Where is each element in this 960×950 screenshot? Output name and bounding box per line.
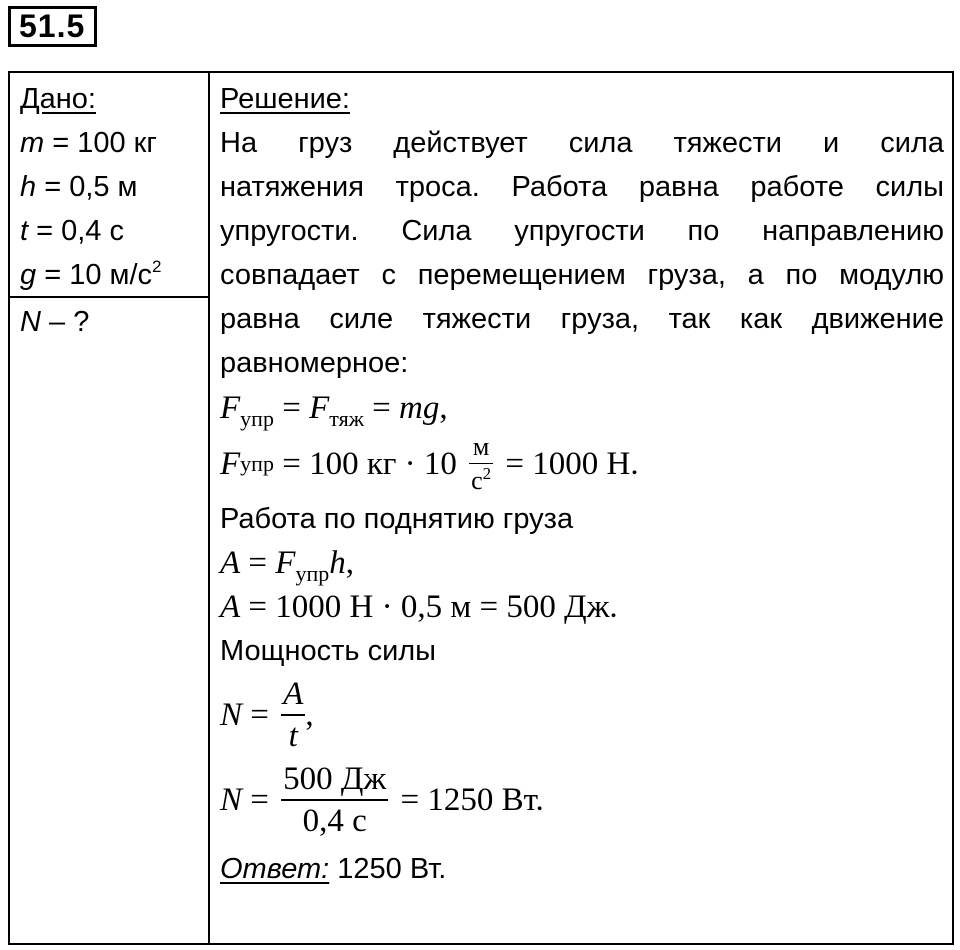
solution-text-line: равномерное: [220, 347, 409, 379]
power-fraction: $\frac{A}{t}$ [283, 675, 304, 754]
equation-work-formula: $A = F_{упр}h$, [220, 545, 354, 586]
work-text: Работа по поднятию груза [220, 503, 574, 535]
solution-text-line: равна силе тяжести груза, так как движение [220, 303, 944, 335]
solution-text-line: упругости. Сила упругости по направлению [220, 215, 944, 247]
solution-text-line: натяжения троса. Работа равна работе силы [220, 171, 944, 203]
power-text: Мощность силы [220, 635, 437, 667]
solution-text-line: На груз действует сила тяжести и сила [220, 127, 944, 159]
solution-text-line: совпадает с перемещением груза, а по модулю [220, 259, 944, 291]
equation-power-value: N = $\frac{500 Дж}{0,4 с}$ = 1250 Вт. [220, 760, 544, 839]
solution-title: Решение: [220, 83, 350, 115]
answer-value: 1250 Вт. [329, 853, 447, 885]
answer-line [220, 847, 944, 891]
given-section [20, 77, 206, 297]
given-item: g = 10 $м/с^2$ [20, 257, 162, 291]
power-value-fraction: $\frac{500 Дж}{0,4 с}$ [283, 760, 387, 839]
unknown-quantity: N – ? [20, 306, 90, 338]
equation-power-formula: N = $\frac{A}{t}$ , [220, 675, 314, 754]
equation-force-value: F упр = 100 кг · 10 $\frac{м}{с^2}$ = 1000 Н. [220, 432, 639, 495]
solution-table [8, 71, 954, 945]
equation-work-value: A = 1000 Н · 0,5 м = 500 Дж. [220, 589, 618, 625]
column-divider [208, 73, 210, 943]
answer-label: Ответ: [220, 853, 330, 885]
unit-fraction: $\frac{м}{с^2}$ [471, 432, 492, 495]
problem-number: 51.5 [8, 6, 97, 47]
given-item: m = 100 кг [20, 127, 157, 159]
given-item: h = 0,5 м [20, 171, 138, 203]
equation-force-balance: $F_{упр} = F_{тяж}$ = mg, [220, 390, 448, 431]
given-title: Дано: [20, 83, 96, 115]
given-item: t = 0,4 с [20, 215, 124, 247]
solution-section [220, 77, 944, 891]
